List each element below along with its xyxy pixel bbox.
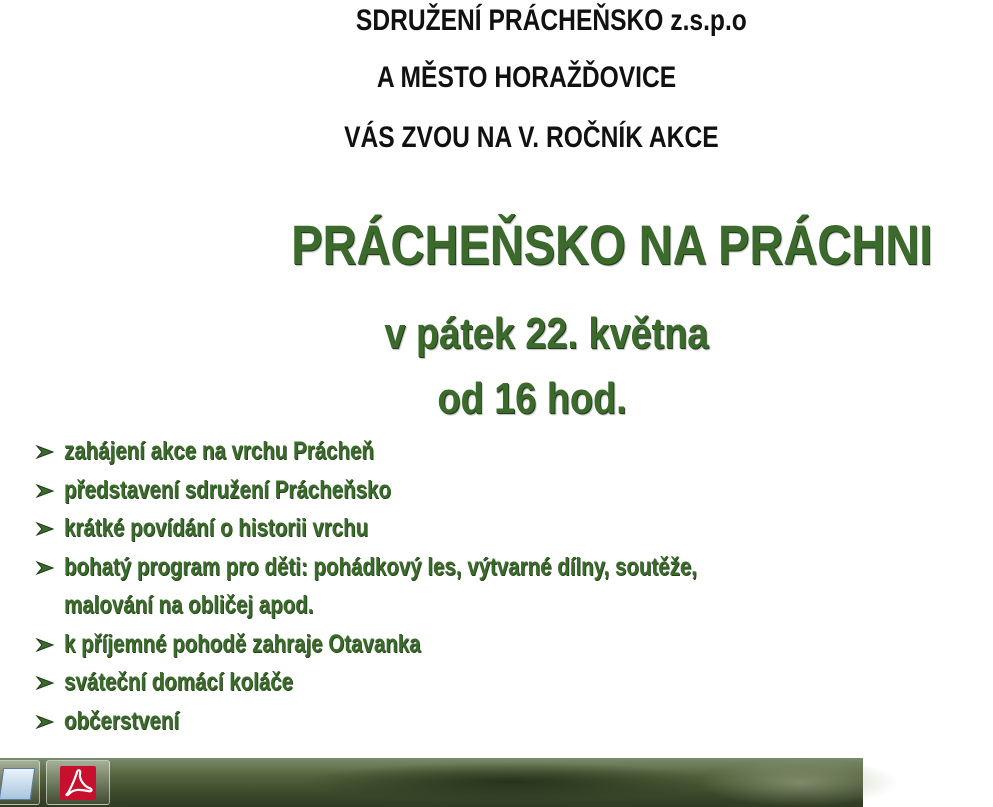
- arrow-bullet-icon: [36, 445, 54, 459]
- taskbar-background: [700, 758, 900, 807]
- organizer-line: SDRUŽENÍ PRÁCHEŇSKO z.s.p.o: [356, 4, 747, 37]
- arrow-bullet-icon: [36, 676, 54, 690]
- invitation-line: VÁS ZVOU NA V. ROČNÍK AKCE: [344, 121, 719, 154]
- program-item: k příjemné pohodě zahraje Otavanka: [36, 626, 856, 665]
- event-date: v pátek 22. května: [384, 309, 709, 358]
- arrow-bullet-icon: [36, 715, 54, 729]
- event-time: od 16 hod.: [436, 374, 627, 423]
- taskbar-pdf-button[interactable]: [46, 760, 110, 805]
- notepad-icon: [0, 768, 35, 800]
- taskbar-background: [300, 762, 720, 802]
- program-item: krátké povídání o historii vrchu: [36, 510, 856, 549]
- program-item: občerstvení: [36, 703, 856, 742]
- program-item-continuation: malování na obličej apod.: [64, 591, 314, 619]
- arrow-bullet-icon: [36, 522, 54, 536]
- arrow-bullet-icon: [36, 638, 54, 652]
- city-line: A MĚSTO HORAŽĎOVICE: [376, 61, 677, 94]
- event-title: PRÁCHEŇSKO NA PRÁCHNI: [291, 213, 933, 276]
- arrow-bullet-icon: [36, 561, 54, 575]
- program-item: bohatý program pro děti: pohádkový les, výtvarné dílny, soutěže,: [36, 549, 856, 588]
- arrow-bullet-icon: [36, 484, 54, 498]
- program-item: zahájení akce na vrchu Prácheň: [36, 433, 856, 472]
- acrobat-logo-icon: [60, 766, 96, 800]
- program-item: sváteční domácí koláče: [36, 664, 856, 703]
- program-list: [36, 433, 856, 741]
- adobe-pdf-icon: [60, 766, 96, 800]
- taskbar: [0, 758, 863, 807]
- program-item: představení sdružení Prácheňsko: [36, 472, 856, 511]
- taskbar-notepad-button[interactable]: [0, 760, 40, 805]
